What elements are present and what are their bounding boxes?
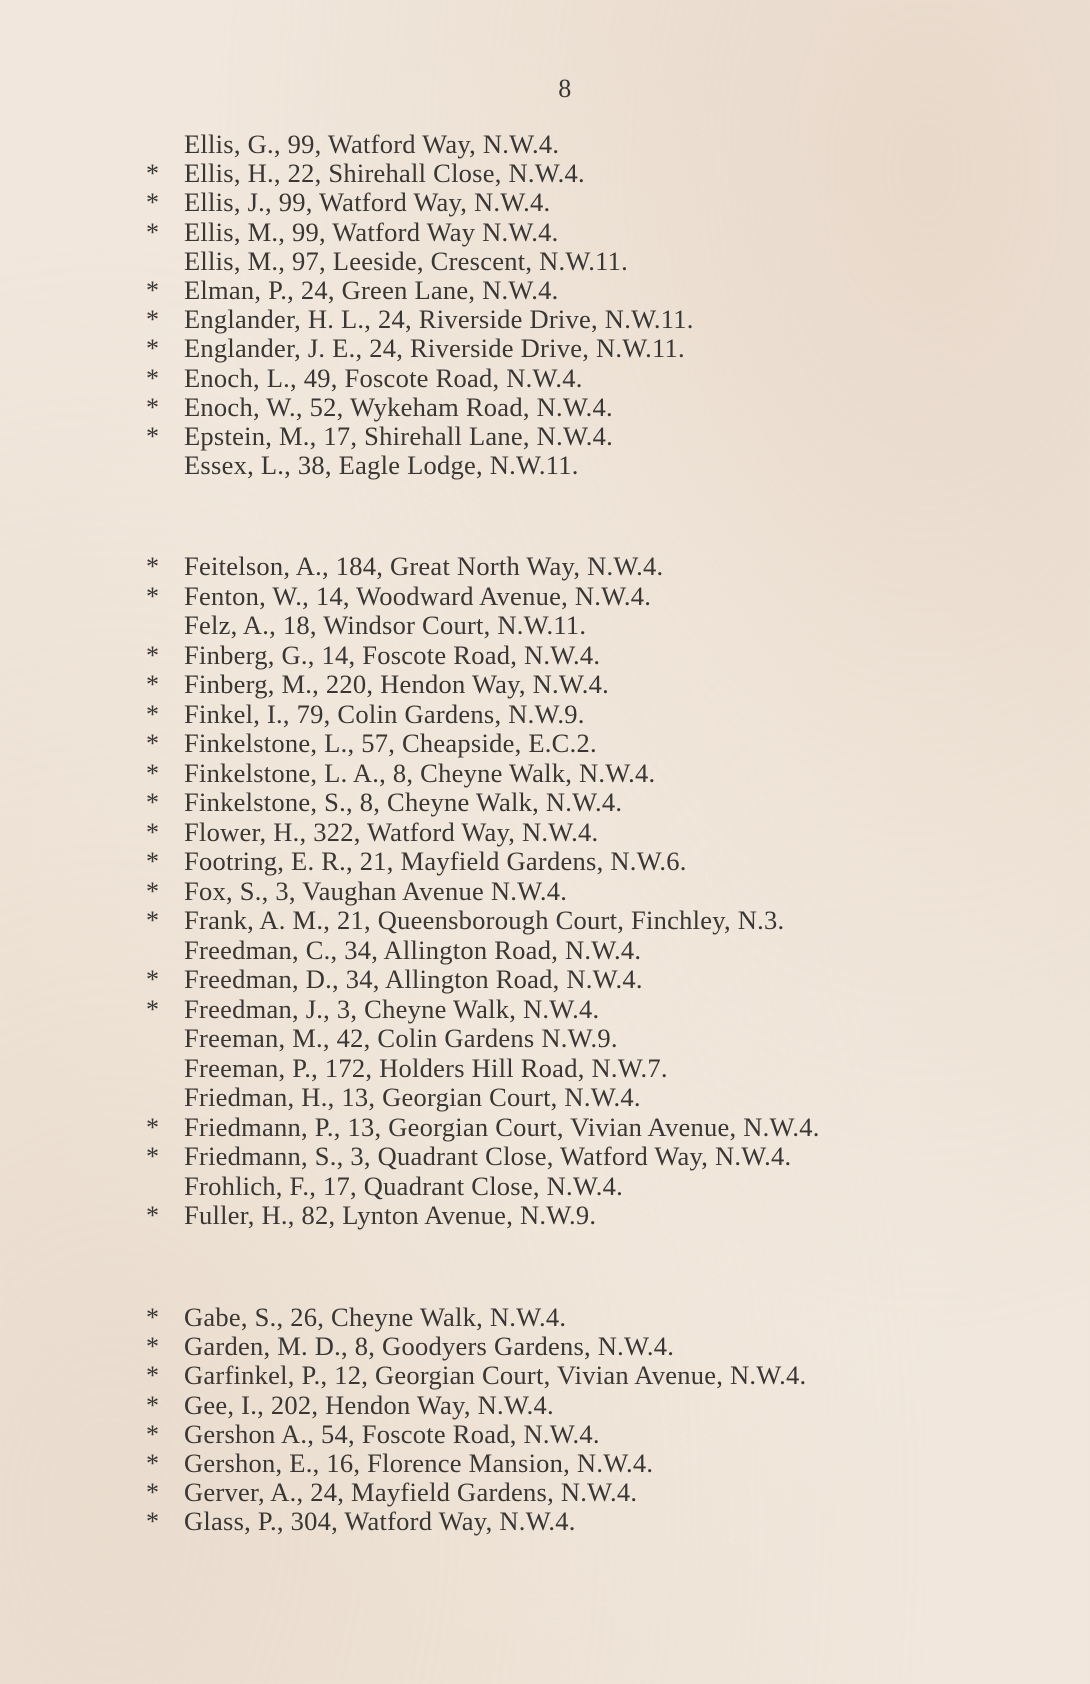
asterisk-marker: *: [146, 581, 160, 611]
asterisk-marker: *: [146, 1478, 160, 1508]
list-item: [146, 1083, 1046, 1113]
entry-text: Garfinkel, P., 12, Georgian Court, Vivian Avenue, N.W.4.: [184, 1360, 807, 1391]
list-item: [146, 729, 1046, 759]
list-item: [146, 247, 1046, 276]
entry-text: Englander, J. E., 24, Riverside Drive, N.W.11.: [184, 333, 685, 364]
entry-text: Epstein, M., 17, Shirehall Lane, N.W.4.: [184, 420, 614, 451]
entry-text: Feitelson, A., 184, Great North Way, N.W.4.: [184, 551, 664, 581]
list-item: [146, 877, 1046, 907]
asterisk-marker: *: [146, 788, 160, 817]
entry-text: Garden, M. D., 8, Goodyers Gardens, N.W.4.: [184, 1331, 675, 1362]
entry-text: Freeman, M., 42, Colin Gardens N.W.9.: [184, 1023, 618, 1053]
entry-text: Enoch, L., 49, Foscote Road, N.W.4.: [184, 362, 583, 393]
entry-text: Ellis, H., 22, Shirehall Close, N.W.4.: [184, 158, 585, 189]
entry-text: Gershon A., 54, Foscote Road, N.W.4.: [184, 1418, 600, 1449]
entry-text: Finberg, G., 14, Foscote Road, N.W.4.: [184, 639, 601, 670]
entry-text: Freedman, D., 34, Allington Road, N.W.4.: [184, 964, 643, 994]
list-item: [146, 582, 1046, 612]
entry-text: Fox, S., 3, Vaughan Avenue N.W.4.: [184, 875, 568, 906]
asterisk-marker: *: [146, 1448, 160, 1478]
list-item: [146, 1391, 1046, 1420]
asterisk-marker: *: [146, 1507, 160, 1537]
asterisk-marker: *: [146, 188, 160, 218]
list-item: [146, 965, 1046, 995]
entry-text: Elman, P., 24, Green Lane, N.W.4.: [184, 274, 559, 305]
list-item: [146, 188, 1046, 217]
asterisk-marker: *: [146, 1419, 160, 1449]
asterisk-marker: *: [146, 552, 160, 581]
entry-text: Freedman, J., 3, Cheyne Walk, N.W.4.: [184, 993, 600, 1024]
list-item: [146, 1113, 1046, 1143]
list-item: [146, 1449, 1046, 1478]
entry-text: Ellis, G., 99, Watford Way, N.W.4.: [184, 129, 560, 159]
asterisk-marker: *: [146, 640, 160, 670]
list-item: [146, 334, 1046, 363]
list-item: [146, 1420, 1046, 1449]
list-item: [146, 1361, 1046, 1390]
asterisk-marker: *: [146, 1201, 160, 1230]
list-item: [146, 1142, 1046, 1172]
list-item: [146, 788, 1046, 818]
asterisk-marker: *: [146, 994, 160, 1024]
entry-text: Finkelstone, L. A., 8, Cheyne Walk, N.W.4.: [184, 757, 656, 788]
list-item: [146, 305, 1046, 334]
list-item: [146, 700, 1046, 730]
entry-text: Freeman, P., 172, Holders Hill Road, N.W.7.: [184, 1052, 668, 1083]
list-item: [146, 1507, 1046, 1536]
asterisk-marker: *: [146, 670, 160, 699]
list-item: [146, 1303, 1046, 1332]
asterisk-marker: *: [146, 906, 160, 935]
entry-text: Ellis, M., 97, Leeside, Crescent, N.W.11.: [184, 245, 628, 276]
section-f: [146, 552, 1046, 1231]
entry-text: Ellis, J., 99, Watford Way, N.W.4.: [184, 187, 551, 218]
asterisk-marker: *: [146, 817, 160, 847]
list-item: [146, 1478, 1046, 1507]
list-item: [146, 1201, 1046, 1231]
asterisk-marker: *: [146, 1390, 160, 1420]
list-item: [146, 422, 1046, 451]
asterisk-marker: *: [146, 159, 160, 189]
entry-text: Fenton, W., 14, Woodward Avenue, N.W.4.: [184, 580, 652, 611]
asterisk-marker: *: [146, 1361, 160, 1391]
asterisk-marker: *: [146, 1142, 160, 1171]
entry-text: Friedmann, P., 13, Georgian Court, Vivian Avenue, N.W.4.: [184, 1111, 820, 1142]
asterisk-marker: *: [146, 217, 160, 247]
entry-text: Footring, E. R., 21, Mayfield Gardens, N.W.6.: [184, 846, 687, 876]
entry-text: Friedman, H., 13, Georgian Court, N.W.4.: [184, 1082, 641, 1112]
asterisk-marker: *: [146, 847, 160, 876]
asterisk-marker: *: [146, 392, 160, 422]
entry-text: Finkel, I., 79, Colin Gardens, N.W.9.: [184, 698, 585, 729]
section-g: [146, 1303, 1046, 1537]
entry-text: Finkelstone, L., 57, Cheapside, E.C.2.: [184, 728, 597, 758]
asterisk-marker: *: [146, 699, 160, 729]
list-item: [146, 670, 1046, 700]
asterisk-marker: *: [146, 876, 160, 906]
asterisk-marker: *: [146, 421, 160, 451]
asterisk-marker: *: [146, 305, 160, 335]
entry-text: Enoch, W., 52, Wykeham Road, N.W.4.: [184, 391, 613, 422]
asterisk-marker: *: [146, 275, 160, 305]
entry-text: Felz, A., 18, Windsor Court, N.W.11.: [184, 610, 587, 640]
list-item: [146, 1172, 1046, 1202]
asterisk-marker: *: [146, 1332, 160, 1362]
entry-text: Glass, P., 304, Watford Way, N.W.4.: [184, 1506, 576, 1537]
entry-text: Friedmann, S., 3, Quadrant Close, Watford Way, N.W.4.: [184, 1141, 792, 1171]
list-item: [146, 641, 1046, 671]
list-item: [146, 552, 1046, 582]
entry-text: Frohlich, F., 17, Quadrant Close, N.W.4.: [184, 1170, 623, 1201]
asterisk-marker: *: [146, 965, 160, 994]
list-item: [146, 218, 1046, 247]
entry-text: Gabe, S., 26, Cheyne Walk, N.W.4.: [184, 1302, 567, 1332]
entry-text: Flower, H., 322, Watford Way, N.W.4.: [184, 816, 599, 847]
list-item: [146, 159, 1046, 188]
list-item: [146, 995, 1046, 1025]
asterisk-marker: *: [146, 334, 160, 364]
entry-text: Gershon, E., 16, Florence Mansion, N.W.4.: [184, 1447, 654, 1478]
entry-text: Englander, H. L., 24, Riverside Drive, N.W.11.: [184, 304, 694, 335]
list-item: [146, 130, 1046, 159]
entry-text: Finkelstone, S., 8, Cheyne Walk, N.W.4.: [184, 787, 623, 817]
asterisk-marker: *: [146, 363, 160, 393]
asterisk-marker: *: [146, 1112, 160, 1142]
entry-text: Ellis, M., 99, Watford Way N.W.4.: [184, 216, 559, 247]
page-number: 8: [558, 74, 572, 103]
list-item: [146, 759, 1046, 789]
entry-text: Freedman, C., 34, Allington Road, N.W.4.: [184, 934, 642, 965]
list-item: [146, 936, 1046, 966]
list-item: [146, 451, 1046, 480]
entry-text: Frank, A. M., 21, Queensborough Court, Finchley, N.3.: [184, 905, 785, 935]
asterisk-marker: *: [146, 729, 160, 758]
asterisk-marker: *: [146, 758, 160, 788]
list-item: [146, 1332, 1046, 1361]
entry-text: Gerver, A., 24, Mayfield Gardens, N.W.4.: [184, 1477, 638, 1508]
list-item: [146, 818, 1046, 848]
entry-text: Gee, I., 202, Hendon Way, N.W.4.: [184, 1389, 554, 1420]
list-item: [146, 276, 1046, 305]
list-item: [146, 611, 1046, 641]
list-item: [146, 364, 1046, 393]
list-item: [146, 393, 1046, 422]
asterisk-marker: *: [146, 1303, 160, 1332]
list-item: [146, 1054, 1046, 1084]
entry-text: Finberg, M., 220, Hendon Way, N.W.4.: [184, 669, 609, 699]
section-e: [146, 130, 1046, 480]
list-item: [146, 906, 1046, 936]
entry-text: Fuller, H., 82, Lynton Avenue, N.W.9.: [184, 1200, 597, 1230]
entry-text: Essex, L., 38, Eagle Lodge, N.W.11.: [184, 450, 579, 481]
list-item: [146, 847, 1046, 877]
list-item: [146, 1024, 1046, 1054]
